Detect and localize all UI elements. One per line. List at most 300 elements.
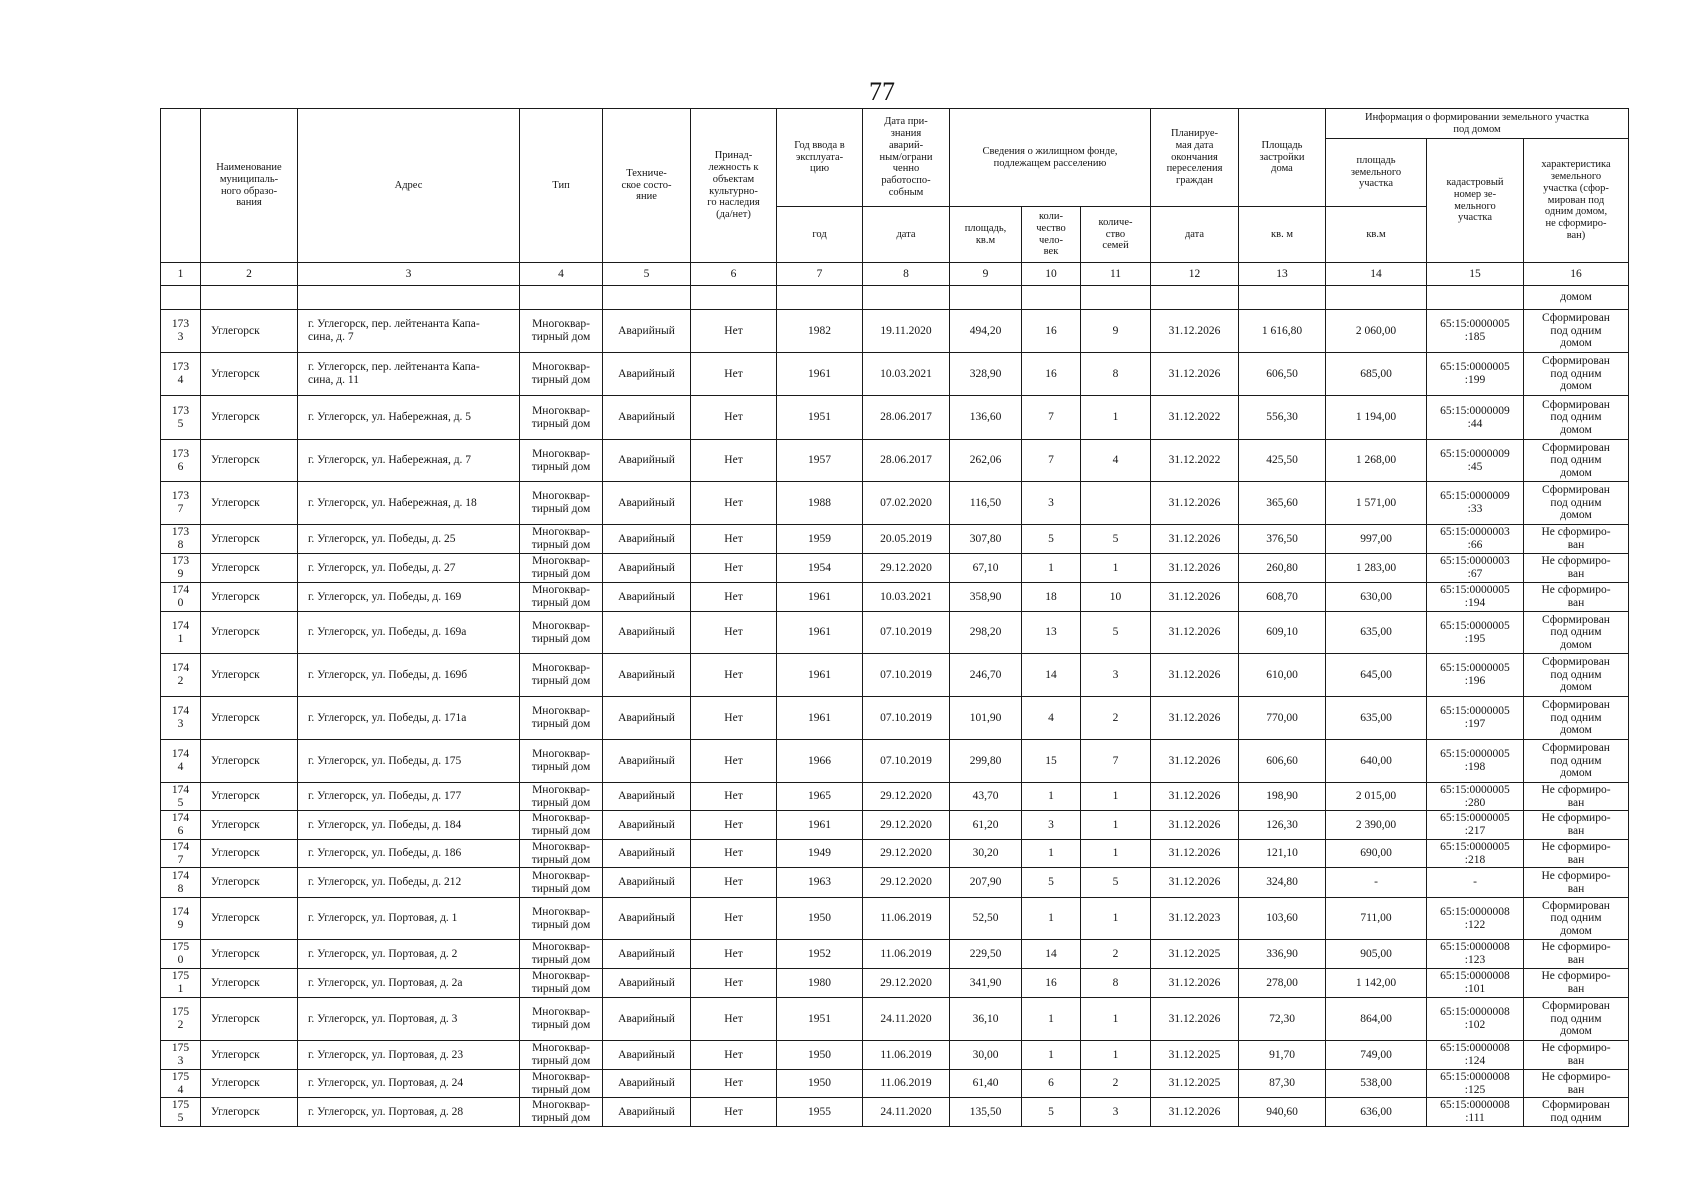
row-number: 1743 bbox=[171, 705, 190, 730]
cell-municipality: Углегорск bbox=[201, 525, 298, 554]
column-number: 14 bbox=[1326, 263, 1427, 286]
cell-cadastral-number: 65:15:0000009 :33 bbox=[1427, 482, 1524, 525]
cell-municipality: Углегорск bbox=[201, 783, 298, 811]
cell-family-count: 1 bbox=[1081, 998, 1151, 1041]
cell-land-status: Не сформиро- ван bbox=[1524, 811, 1629, 840]
empty-cell bbox=[1326, 286, 1427, 310]
cell-land-status: Сформирован под одним домом bbox=[1524, 740, 1629, 783]
cell-family-count: 3 bbox=[1081, 654, 1151, 697]
cell-building-type: Многоквар- тирный дом bbox=[520, 440, 603, 482]
cell-year-commissioned: 1982 bbox=[777, 310, 863, 353]
header-year-commissioned: Год ввода в эксплуата- цию bbox=[777, 109, 863, 207]
cell-heritage-status: Нет bbox=[691, 697, 777, 740]
cell-people-count: 1 bbox=[1022, 554, 1081, 583]
table-row bbox=[161, 898, 1629, 940]
cell-technical-state: Аварийный bbox=[603, 1041, 691, 1070]
cell-land-area: 1 142,00 bbox=[1326, 969, 1427, 998]
cell-cadastral-number: 65:15:0000005 :195 bbox=[1427, 612, 1524, 654]
cell-heritage-status: Нет bbox=[691, 740, 777, 783]
cell-planned-resettlement-date: 31.12.2026 bbox=[1151, 310, 1239, 353]
cell-technical-state: Аварийный bbox=[603, 482, 691, 525]
cell-building-type: Многоквар- тирный дом bbox=[520, 396, 603, 440]
table-row bbox=[161, 697, 1629, 740]
subheader-date: дата bbox=[863, 207, 950, 263]
cell-people-count: 16 bbox=[1022, 353, 1081, 396]
cell-land-status: Не сформиро- ван bbox=[1524, 840, 1629, 868]
column-number: 7 bbox=[777, 263, 863, 286]
cell-people-count: 1 bbox=[1022, 783, 1081, 811]
cell-address: г. Углегорск, пер. лейтенанта Капа- сина, д. 11 bbox=[298, 353, 520, 396]
cell-row-number bbox=[161, 440, 201, 482]
cell-building-footprint: 126,30 bbox=[1239, 811, 1326, 840]
cell-address: г. Углегорск, ул. Победы, д. 184 bbox=[298, 811, 520, 840]
cell-people-count: 5 bbox=[1022, 525, 1081, 554]
page-number: 77 bbox=[869, 77, 895, 106]
column-number: 2 bbox=[201, 263, 298, 286]
cell-emergency-date: 11.06.2019 bbox=[863, 1070, 950, 1098]
table-row bbox=[161, 525, 1629, 554]
cell-building-footprint: 608,70 bbox=[1239, 583, 1326, 612]
cell-emergency-date: 29.12.2020 bbox=[863, 811, 950, 840]
cell-heritage-status: Нет bbox=[691, 525, 777, 554]
cell-resettlement-area: 358,90 bbox=[950, 583, 1022, 612]
cell-row-number bbox=[161, 612, 201, 654]
cell-land-area: 635,00 bbox=[1326, 612, 1427, 654]
header-emergency-date: Дата при- знания аварий- ным/ограни ченно работоспо- собным bbox=[863, 109, 950, 207]
cell-people-count: 6 bbox=[1022, 1070, 1081, 1098]
cell-technical-state: Аварийный bbox=[603, 840, 691, 868]
cell-cadastral-number: 65:15:0000005 :196 bbox=[1427, 654, 1524, 697]
cell-emergency-date: 07.10.2019 bbox=[863, 740, 950, 783]
cell-building-footprint: 72,30 bbox=[1239, 998, 1326, 1041]
cell-land-status: Сформирован под одним домом bbox=[1524, 353, 1629, 396]
cell-resettlement-area: 36,10 bbox=[950, 998, 1022, 1041]
cell-land-status: Сформирован под одним домом bbox=[1524, 898, 1629, 940]
cell-cadastral-number: 65:15:0000008 :101 bbox=[1427, 969, 1524, 998]
cell-year-commissioned: 1965 bbox=[777, 783, 863, 811]
cell-land-status: Сформирован под одним домом bbox=[1524, 654, 1629, 697]
cell-cadastral-number: 65:15:0000008 :102 bbox=[1427, 998, 1524, 1041]
empty-cell bbox=[201, 286, 298, 310]
cell-year-commissioned: 1952 bbox=[777, 940, 863, 969]
cell-resettlement-area: 328,90 bbox=[950, 353, 1022, 396]
cell-planned-resettlement-date: 31.12.2026 bbox=[1151, 525, 1239, 554]
cell-cadastral-number: 65:15:0000005 :280 bbox=[1427, 783, 1524, 811]
cell-address: г. Углегорск, ул. Портовая, д. 24 bbox=[298, 1070, 520, 1098]
cell-municipality: Углегорск bbox=[201, 1070, 298, 1098]
cell-resettlement-area: 246,70 bbox=[950, 654, 1022, 697]
row-number: 1755 bbox=[171, 1099, 190, 1124]
header-housing-info: Сведения о жилищном фонде, подлежащем расселению bbox=[950, 109, 1151, 207]
cell-land-status: Сформирован под одним домом bbox=[1524, 396, 1629, 440]
cell-emergency-date: 19.11.2020 bbox=[863, 310, 950, 353]
column-number: 16 bbox=[1524, 263, 1629, 286]
cell-family-count: 9 bbox=[1081, 310, 1151, 353]
cell-land-status: Не сформиро- ван bbox=[1524, 554, 1629, 583]
row-number: 1738 bbox=[171, 526, 190, 551]
table-row bbox=[161, 310, 1629, 353]
header-row-number bbox=[161, 109, 201, 263]
cell-heritage-status: Нет bbox=[691, 940, 777, 969]
row-number: 1744 bbox=[171, 748, 190, 773]
cell-address: г. Углегорск, ул. Победы, д. 27 bbox=[298, 554, 520, 583]
table-row bbox=[161, 396, 1629, 440]
cell-family-count: 8 bbox=[1081, 969, 1151, 998]
cell-land-area: 635,00 bbox=[1326, 697, 1427, 740]
cell-building-footprint: 376,50 bbox=[1239, 525, 1326, 554]
cell-heritage-status: Нет bbox=[691, 969, 777, 998]
cell-row-number bbox=[161, 840, 201, 868]
cell-row-number bbox=[161, 898, 201, 940]
cell-planned-resettlement-date: 31.12.2026 bbox=[1151, 697, 1239, 740]
cell-emergency-date: 10.03.2021 bbox=[863, 583, 950, 612]
empty-cell bbox=[1151, 286, 1239, 310]
column-number: 3 bbox=[298, 263, 520, 286]
cell-municipality: Углегорск bbox=[201, 740, 298, 783]
cell-cadastral-number: 65:15:0000005 :198 bbox=[1427, 740, 1524, 783]
cell-heritage-status: Нет bbox=[691, 998, 777, 1041]
cell-heritage-status: Нет bbox=[691, 583, 777, 612]
cell-technical-state: Аварийный bbox=[603, 898, 691, 940]
cell-people-count: 7 bbox=[1022, 396, 1081, 440]
cell-technical-state: Аварийный bbox=[603, 396, 691, 440]
cell-people-count: 7 bbox=[1022, 440, 1081, 482]
cell-year-commissioned: 1951 bbox=[777, 998, 863, 1041]
cell-heritage-status: Нет bbox=[691, 1070, 777, 1098]
table-row bbox=[161, 440, 1629, 482]
cell-municipality: Углегорск bbox=[201, 554, 298, 583]
cell-cadastral-number: 65:15:0000005 :218 bbox=[1427, 840, 1524, 868]
cell-building-footprint: 278,00 bbox=[1239, 969, 1326, 998]
cell-emergency-date: 29.12.2020 bbox=[863, 840, 950, 868]
cell-year-commissioned: 1950 bbox=[777, 1041, 863, 1070]
cell-resettlement-area: 298,20 bbox=[950, 612, 1022, 654]
cell-land-status: Не сформиро- ван bbox=[1524, 1070, 1629, 1098]
header-building-area: Площадь застройки дома bbox=[1239, 109, 1326, 207]
subheader-area: площадь, кв.м bbox=[950, 207, 1022, 263]
cell-building-type: Многоквар- тирный дом bbox=[520, 1070, 603, 1098]
cell-row-number bbox=[161, 554, 201, 583]
header-address: Адрес bbox=[298, 109, 520, 263]
cell-family-count: 7 bbox=[1081, 740, 1151, 783]
cell-land-area: 749,00 bbox=[1326, 1041, 1427, 1070]
cell-family-count: 1 bbox=[1081, 554, 1151, 583]
cell-cadastral-number: 65:15:0000005 :194 bbox=[1427, 583, 1524, 612]
column-number: 11 bbox=[1081, 263, 1151, 286]
table-header bbox=[161, 109, 1629, 263]
cell-row-number bbox=[161, 654, 201, 697]
cell-family-count: 1 bbox=[1081, 898, 1151, 940]
cell-land-area: 640,00 bbox=[1326, 740, 1427, 783]
column-number: 5 bbox=[603, 263, 691, 286]
column-number: 13 bbox=[1239, 263, 1326, 286]
cell-building-type: Многоквар- тирный дом bbox=[520, 482, 603, 525]
cell-people-count: 18 bbox=[1022, 583, 1081, 612]
cell-building-type: Многоквар- тирный дом bbox=[520, 898, 603, 940]
row-number: 1736 bbox=[171, 447, 190, 473]
cell-emergency-date: 29.12.2020 bbox=[863, 868, 950, 898]
cell-land-status: Не сформиро- ван bbox=[1524, 868, 1629, 898]
cell-municipality: Углегорск bbox=[201, 654, 298, 697]
cell-people-count: 14 bbox=[1022, 940, 1081, 969]
cell-technical-state: Аварийный bbox=[603, 740, 691, 783]
cell-planned-resettlement-date: 31.12.2026 bbox=[1151, 1098, 1239, 1127]
cell-address: г. Углегорск, ул. Победы, д. 212 bbox=[298, 868, 520, 898]
row-number: 1742 bbox=[171, 662, 190, 687]
row-number: 1752 bbox=[171, 1006, 190, 1031]
cell-resettlement-area: 43,70 bbox=[950, 783, 1022, 811]
cell-people-count: 16 bbox=[1022, 969, 1081, 998]
row-number: 1745 bbox=[171, 783, 190, 809]
cell-cadastral-number: 65:15:0000005 :185 bbox=[1427, 310, 1524, 353]
cell-land-status: Не сформиро- ван bbox=[1524, 583, 1629, 612]
cell-address: г. Углегорск, ул. Портовая, д. 3 bbox=[298, 998, 520, 1041]
cell-planned-resettlement-date: 31.12.2026 bbox=[1151, 868, 1239, 898]
cell-municipality: Углегорск bbox=[201, 612, 298, 654]
cell-heritage-status: Нет bbox=[691, 353, 777, 396]
cell-planned-resettlement-date: 31.12.2026 bbox=[1151, 654, 1239, 697]
cell-cadastral-number: 65:15:0000009 :44 bbox=[1427, 396, 1524, 440]
cell-cadastral-number: 65:15:0000005 :217 bbox=[1427, 811, 1524, 840]
cell-building-type: Многоквар- тирный дом bbox=[520, 740, 603, 783]
cell-row-number bbox=[161, 396, 201, 440]
cell-municipality: Углегорск bbox=[201, 482, 298, 525]
cell-people-count: 15 bbox=[1022, 740, 1081, 783]
cell-building-footprint: 336,90 bbox=[1239, 940, 1326, 969]
table-row bbox=[161, 740, 1629, 783]
row-number: 1741 bbox=[171, 619, 190, 645]
cell-address: г. Углегорск, ул. Портовая, д. 28 bbox=[298, 1098, 520, 1127]
cell-technical-state: Аварийный bbox=[603, 583, 691, 612]
cell-technical-state: Аварийный bbox=[603, 310, 691, 353]
cell-emergency-date: 07.02.2020 bbox=[863, 482, 950, 525]
cell-address: г. Углегорск, ул. Набережная, д. 5 bbox=[298, 396, 520, 440]
cell-resettlement-area: 135,50 bbox=[950, 1098, 1022, 1127]
cell-heritage-status: Нет bbox=[691, 1098, 777, 1127]
cell-technical-state: Аварийный bbox=[603, 783, 691, 811]
cell-people-count: 1 bbox=[1022, 840, 1081, 868]
cell-land-status: Сформирован под одним домом bbox=[1524, 612, 1629, 654]
cell-municipality: Углегорск bbox=[201, 1098, 298, 1127]
cell-heritage-status: Нет bbox=[691, 898, 777, 940]
cell-resettlement-area: 116,50 bbox=[950, 482, 1022, 525]
cell-address: г. Углегорск, ул. Набережная, д. 7 bbox=[298, 440, 520, 482]
cell-address: г. Углегорск, ул. Портовая, д. 23 bbox=[298, 1041, 520, 1070]
cell-year-commissioned: 1961 bbox=[777, 583, 863, 612]
cell-technical-state: Аварийный bbox=[603, 940, 691, 969]
cell-planned-resettlement-date: 31.12.2026 bbox=[1151, 583, 1239, 612]
cell-technical-state: Аварийный bbox=[603, 1070, 691, 1098]
cell-people-count: 3 bbox=[1022, 811, 1081, 840]
cell-emergency-date: 28.06.2017 bbox=[863, 396, 950, 440]
cell-land-status: Сформирован под одним домом bbox=[1524, 998, 1629, 1041]
cell-technical-state: Аварийный bbox=[603, 697, 691, 740]
table-row bbox=[161, 583, 1629, 612]
cell-year-commissioned: 1955 bbox=[777, 1098, 863, 1127]
table-row bbox=[161, 998, 1629, 1041]
cell-building-footprint: 103,60 bbox=[1239, 898, 1326, 940]
cell-address: г. Углегорск, ул. Портовая, д. 2а bbox=[298, 969, 520, 998]
cell-heritage-status: Нет bbox=[691, 868, 777, 898]
cell-people-count: 1 bbox=[1022, 1041, 1081, 1070]
cell-building-type: Многоквар- тирный дом bbox=[520, 783, 603, 811]
cell-people-count: 1 bbox=[1022, 898, 1081, 940]
cell-land-status: Не сформиро- ван bbox=[1524, 783, 1629, 811]
cell-cadastral-number: 65:15:0000008 :122 bbox=[1427, 898, 1524, 940]
cell-family-count bbox=[1081, 482, 1151, 525]
cell-row-number bbox=[161, 583, 201, 612]
cell-row-number bbox=[161, 811, 201, 840]
cell-technical-state: Аварийный bbox=[603, 811, 691, 840]
cell-building-footprint: 198,90 bbox=[1239, 783, 1326, 811]
cell-year-commissioned: 1957 bbox=[777, 440, 863, 482]
cell-family-count: 4 bbox=[1081, 440, 1151, 482]
cell-building-type: Многоквар- тирный дом bbox=[520, 310, 603, 353]
cell-address: г. Углегорск, ул. Портовая, д. 1 bbox=[298, 898, 520, 940]
row-number: 1746 bbox=[171, 812, 190, 837]
row-number: 1734 bbox=[171, 361, 190, 386]
cell-address: г. Углегорск, ул. Победы, д. 177 bbox=[298, 783, 520, 811]
cell-address: г. Углегорск, ул. Победы, д. 171а bbox=[298, 697, 520, 740]
header-planned-resettlement: Планируе- мая дата окончания переселения граждан bbox=[1151, 109, 1239, 207]
row-number: 1739 bbox=[171, 555, 190, 580]
cell-building-type: Многоквар- тирный дом bbox=[520, 1098, 603, 1127]
cell-planned-resettlement-date: 31.12.2022 bbox=[1151, 440, 1239, 482]
cell-building-footprint: 609,10 bbox=[1239, 612, 1326, 654]
cell-cadastral-number: 65:15:0000003 :67 bbox=[1427, 554, 1524, 583]
subheader-people: коли- чество чело- век bbox=[1022, 207, 1081, 263]
cell-year-commissioned: 1961 bbox=[777, 353, 863, 396]
cell-land-area: 1 194,00 bbox=[1326, 396, 1427, 440]
cell-building-type: Многоквар- тирный дом bbox=[520, 868, 603, 898]
cell-planned-resettlement-date: 31.12.2026 bbox=[1151, 612, 1239, 654]
column-number: 15 bbox=[1427, 263, 1524, 286]
cell-land-area: 864,00 bbox=[1326, 998, 1427, 1041]
cell-year-commissioned: 1980 bbox=[777, 969, 863, 998]
cell-people-count: 4 bbox=[1022, 697, 1081, 740]
cell-cadastral-number: 65:15:0000008 :125 bbox=[1427, 1070, 1524, 1098]
cell-building-footprint: 1 616,80 bbox=[1239, 310, 1326, 353]
cell-building-type: Многоквар- тирный дом bbox=[520, 1041, 603, 1070]
cell-resettlement-area: 262,06 bbox=[950, 440, 1022, 482]
cell-municipality: Углегорск bbox=[201, 969, 298, 998]
header-technical-state: Техниче- ское состо- яние bbox=[603, 109, 691, 263]
cell-planned-resettlement-date: 31.12.2025 bbox=[1151, 1070, 1239, 1098]
cell-year-commissioned: 1961 bbox=[777, 811, 863, 840]
table-row bbox=[161, 783, 1629, 811]
empty-cell bbox=[520, 286, 603, 310]
cell-people-count: 16 bbox=[1022, 310, 1081, 353]
table-row bbox=[161, 1070, 1629, 1098]
cell-address: г. Углегорск, ул. Победы, д. 175 bbox=[298, 740, 520, 783]
cell-row-number bbox=[161, 310, 201, 353]
cell-emergency-date: 20.05.2019 bbox=[863, 525, 950, 554]
cell-heritage-status: Нет bbox=[691, 440, 777, 482]
cell-land-area: 711,00 bbox=[1326, 898, 1427, 940]
cell-land-area: 1 268,00 bbox=[1326, 440, 1427, 482]
cell-address: г. Углегорск, ул. Портовая, д. 2 bbox=[298, 940, 520, 969]
cell-building-footprint: 365,60 bbox=[1239, 482, 1326, 525]
cell-cadastral-number: 65:15:0000005 :199 bbox=[1427, 353, 1524, 396]
empty-cell bbox=[161, 286, 201, 310]
cell-people-count: 13 bbox=[1022, 612, 1081, 654]
row-number: 1754 bbox=[171, 1070, 190, 1096]
cell-family-count: 5 bbox=[1081, 868, 1151, 898]
header-building-type: Тип bbox=[520, 109, 603, 263]
cell-family-count: 5 bbox=[1081, 525, 1151, 554]
cell-building-footprint: 610,00 bbox=[1239, 654, 1326, 697]
row-number: 1737 bbox=[171, 490, 190, 515]
cell-land-status: Сформирован под одним домом bbox=[1524, 310, 1629, 353]
cell-family-count: 8 bbox=[1081, 353, 1151, 396]
cell-row-number bbox=[161, 969, 201, 998]
table-row bbox=[161, 654, 1629, 697]
cell-row-number bbox=[161, 1070, 201, 1098]
cell-building-type: Многоквар- тирный дом bbox=[520, 654, 603, 697]
row-number: 1740 bbox=[171, 584, 190, 609]
cell-building-footprint: 940,60 bbox=[1239, 1098, 1326, 1127]
cell-planned-resettlement-date: 31.12.2026 bbox=[1151, 554, 1239, 583]
column-number: 6 bbox=[691, 263, 777, 286]
cell-municipality: Углегорск bbox=[201, 840, 298, 868]
header-heritage: Принад- лежность к объектам культурно- го наследия (да/нет) bbox=[691, 109, 777, 263]
cell-emergency-date: 11.06.2019 bbox=[863, 1041, 950, 1070]
column-number: 10 bbox=[1022, 263, 1081, 286]
cell-building-footprint: 770,00 bbox=[1239, 697, 1326, 740]
cell-emergency-date: 07.10.2019 bbox=[863, 612, 950, 654]
cell-heritage-status: Нет bbox=[691, 811, 777, 840]
cell-resettlement-area: 101,90 bbox=[950, 697, 1022, 740]
cell-emergency-date: 28.06.2017 bbox=[863, 440, 950, 482]
table-row bbox=[161, 482, 1629, 525]
cell-resettlement-area: 61,40 bbox=[950, 1070, 1022, 1098]
empty-cell bbox=[1239, 286, 1326, 310]
empty-cell bbox=[1081, 286, 1151, 310]
cell-people-count: 14 bbox=[1022, 654, 1081, 697]
empty-cell bbox=[1022, 286, 1081, 310]
cell-building-footprint: 425,50 bbox=[1239, 440, 1326, 482]
cell-municipality: Углегорск bbox=[201, 583, 298, 612]
cell-heritage-status: Нет bbox=[691, 1041, 777, 1070]
cell-land-status: Не сформиро- ван bbox=[1524, 969, 1629, 998]
cell-family-count: 2 bbox=[1081, 1070, 1151, 1098]
column-number: 1 bbox=[161, 263, 201, 286]
cell-building-type: Многоквар- тирный дом bbox=[520, 940, 603, 969]
table-row bbox=[161, 1098, 1629, 1127]
cell-family-count: 1 bbox=[1081, 396, 1151, 440]
cell-heritage-status: Нет bbox=[691, 482, 777, 525]
cell-year-commissioned: 1961 bbox=[777, 612, 863, 654]
cell-address: г. Углегорск, ул. Победы, д. 186 bbox=[298, 840, 520, 868]
cell-planned-resettlement-date: 31.12.2026 bbox=[1151, 998, 1239, 1041]
cell-emergency-date: 24.11.2020 bbox=[863, 1098, 950, 1127]
column-number: 4 bbox=[520, 263, 603, 286]
cell-technical-state: Аварийный bbox=[603, 353, 691, 396]
cell-emergency-date: 07.10.2019 bbox=[863, 697, 950, 740]
row-number: 1751 bbox=[171, 970, 190, 995]
header-land-area: площадь земельного участка bbox=[1326, 139, 1427, 207]
header-land-status: характеристика земельного участка (сфор- мирован под одним домом, не сформиро- ван) bbox=[1524, 139, 1629, 263]
cell-planned-resettlement-date: 31.12.2025 bbox=[1151, 940, 1239, 969]
subheader-planned-date: дата bbox=[1151, 207, 1239, 263]
table-row bbox=[161, 554, 1629, 583]
cell-land-status: Сформирован под одним домом bbox=[1524, 697, 1629, 740]
cell-building-footprint: 260,80 bbox=[1239, 554, 1326, 583]
cell-land-area: 2 015,00 bbox=[1326, 783, 1427, 811]
cell-building-type: Многоквар- тирный дом bbox=[520, 583, 603, 612]
cell-land-area: 905,00 bbox=[1326, 940, 1427, 969]
cell-people-count: 1 bbox=[1022, 998, 1081, 1041]
